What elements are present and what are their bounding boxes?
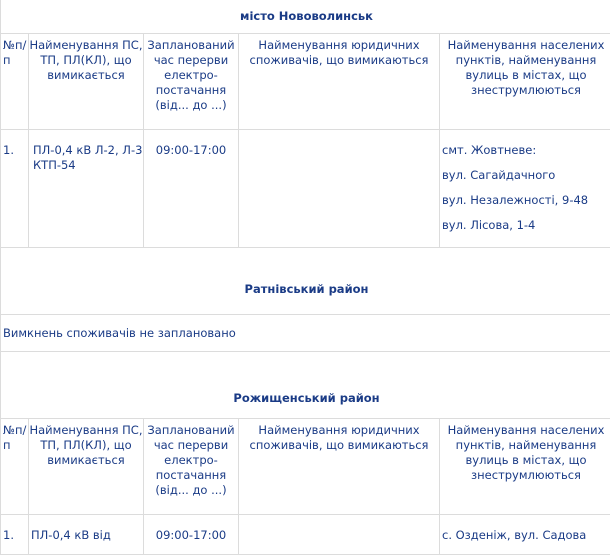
table-header-row (1, 419, 610, 515)
note-row (1, 315, 610, 352)
no-outages-note: Вимкнень споживачів не заплановано (1, 315, 610, 352)
col-header-settlements: Найменування населених пунктів, найменування вулиць в містах, що знеструмлюються (440, 34, 610, 130)
row-num: 1. (1, 515, 29, 555)
table-header-row (1, 34, 610, 130)
col-header-num: №п/п (1, 34, 29, 130)
table-row (1, 130, 610, 248)
row-legal (239, 130, 440, 248)
settlement-line: вул. Лісова, 1-4 (442, 218, 610, 233)
section-header-row (1, 0, 610, 34)
row-num: 1. (1, 130, 29, 248)
settlement-line: с. Озденіж, вул. Садова (442, 528, 610, 543)
section-title: Ратнівський район (1, 248, 610, 315)
row-settlements (440, 515, 610, 555)
table-row (1, 515, 610, 555)
row-ps: ПЛ-0,4 кВ Л-2, Л-3 КТП-54 (29, 130, 144, 248)
section-header-row (1, 352, 610, 419)
section-header-row (1, 248, 610, 315)
row-legal (239, 515, 440, 555)
col-header-settlements: Найменування населених пунктів, найменування вулиць в містах, що знеструмлюються (440, 419, 610, 515)
section-title: Рожищенський район (1, 352, 610, 419)
col-header-ps: Найменування ПС, ТП, ПЛ(КЛ), що вимикається (29, 34, 144, 130)
settlement-line: смт. Жовтневе: (442, 143, 610, 158)
row-ps: ПЛ-0,4 кВ від (29, 515, 144, 555)
col-header-ps: Найменування ПС, ТП, ПЛ(КЛ), що вимикається (29, 419, 144, 515)
col-header-legal: Найменування юридичних споживачів, що вимикаються (239, 34, 440, 130)
settlement-line: вул. Незалежності, 9-48 (442, 193, 610, 208)
row-settlements (440, 130, 610, 248)
col-header-time: Запланований час перерви електро-постачання (від... до ...) (144, 419, 239, 515)
row-time: 09:00-17:00 (144, 130, 239, 248)
row-time: 09:00-17:00 (144, 515, 239, 555)
settlement-line: вул. Сагайдачного (442, 168, 610, 183)
section-title: місто Нововолинськ (1, 0, 610, 34)
col-header-num: №п/п (1, 419, 29, 515)
col-header-legal: Найменування юридичних споживачів, що вимикаються (239, 419, 440, 515)
col-header-time: Запланований час перерви електро-постачання (від... до ...) (144, 34, 239, 130)
